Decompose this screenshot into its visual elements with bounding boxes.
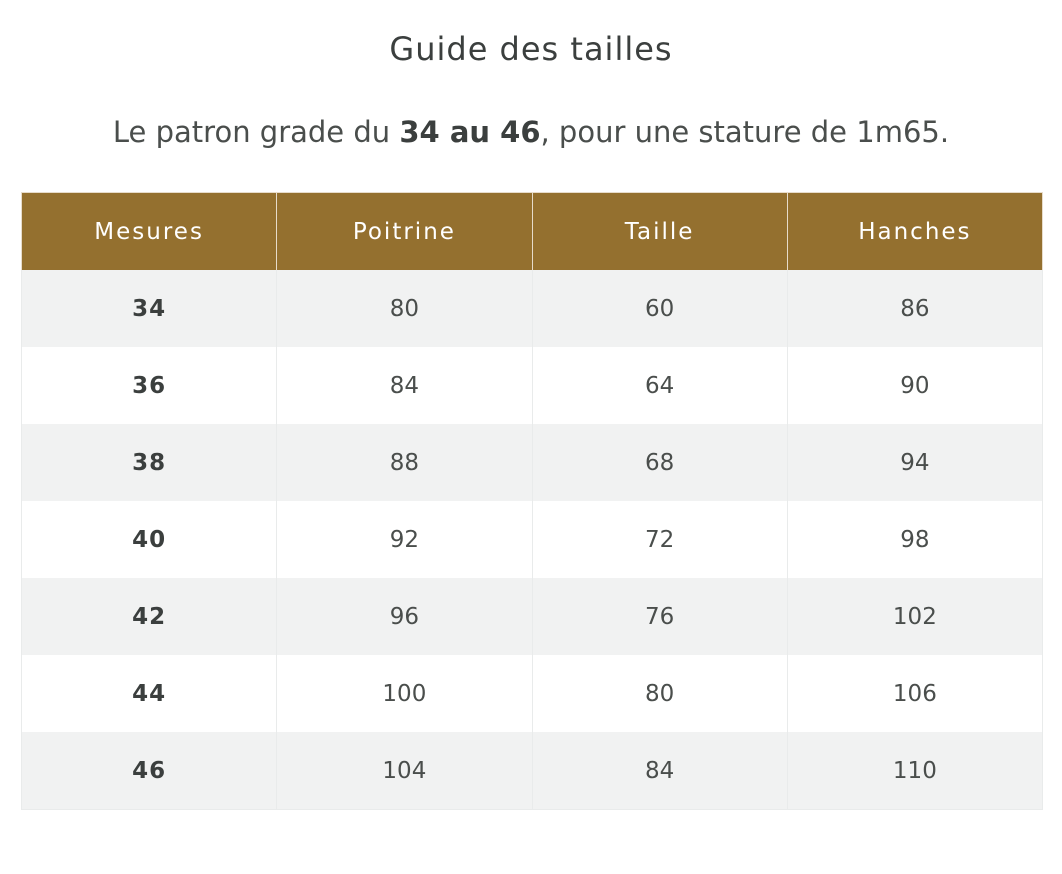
taille-cell: 60 bbox=[532, 270, 787, 347]
pattern-description bbox=[0, 115, 1062, 149]
table-header-row bbox=[22, 193, 1043, 271]
subtitle-prefix: Le patron grade du bbox=[112, 115, 400, 149]
subtitle-suffix: , pour une stature de 1m65. bbox=[540, 115, 950, 149]
size-cell: 44 bbox=[22, 655, 277, 732]
poitrine-cell: 92 bbox=[277, 501, 532, 578]
table-row bbox=[22, 347, 1043, 424]
taille-cell: 64 bbox=[532, 347, 787, 424]
size-cell: 42 bbox=[22, 578, 277, 655]
poitrine-cell: 84 bbox=[277, 347, 532, 424]
hanches-cell: 86 bbox=[787, 270, 1042, 347]
size-cell: 38 bbox=[22, 424, 277, 501]
taille-cell: 84 bbox=[532, 732, 787, 810]
header-poitrine: Poitrine bbox=[277, 193, 532, 271]
size-cell: 40 bbox=[22, 501, 277, 578]
table-row bbox=[22, 501, 1043, 578]
taille-cell: 80 bbox=[532, 655, 787, 732]
size-cell: 46 bbox=[22, 732, 277, 810]
taille-cell: 68 bbox=[532, 424, 787, 501]
taille-cell: 72 bbox=[532, 501, 787, 578]
table-row bbox=[22, 732, 1043, 810]
table-row bbox=[22, 655, 1043, 732]
poitrine-cell: 88 bbox=[277, 424, 532, 501]
size-range: 34 au 46 bbox=[399, 115, 541, 149]
size-chart-table bbox=[21, 192, 1043, 810]
hanches-cell: 110 bbox=[787, 732, 1042, 810]
header-hanches: Hanches bbox=[787, 193, 1042, 271]
table-row bbox=[22, 578, 1043, 655]
poitrine-cell: 104 bbox=[277, 732, 532, 810]
page-title: Guide des tailles bbox=[389, 30, 673, 68]
hanches-cell: 102 bbox=[787, 578, 1042, 655]
table-row bbox=[22, 424, 1043, 501]
poitrine-cell: 100 bbox=[277, 655, 532, 732]
header-taille: Taille bbox=[532, 193, 787, 271]
poitrine-cell: 96 bbox=[277, 578, 532, 655]
hanches-cell: 98 bbox=[787, 501, 1042, 578]
poitrine-cell: 80 bbox=[277, 270, 532, 347]
taille-cell: 76 bbox=[532, 578, 787, 655]
size-cell: 36 bbox=[22, 347, 277, 424]
table-row bbox=[22, 270, 1043, 347]
hanches-cell: 90 bbox=[787, 347, 1042, 424]
size-cell: 34 bbox=[22, 270, 277, 347]
hanches-cell: 106 bbox=[787, 655, 1042, 732]
header-mesures: Mesures bbox=[22, 193, 277, 271]
hanches-cell: 94 bbox=[787, 424, 1042, 501]
